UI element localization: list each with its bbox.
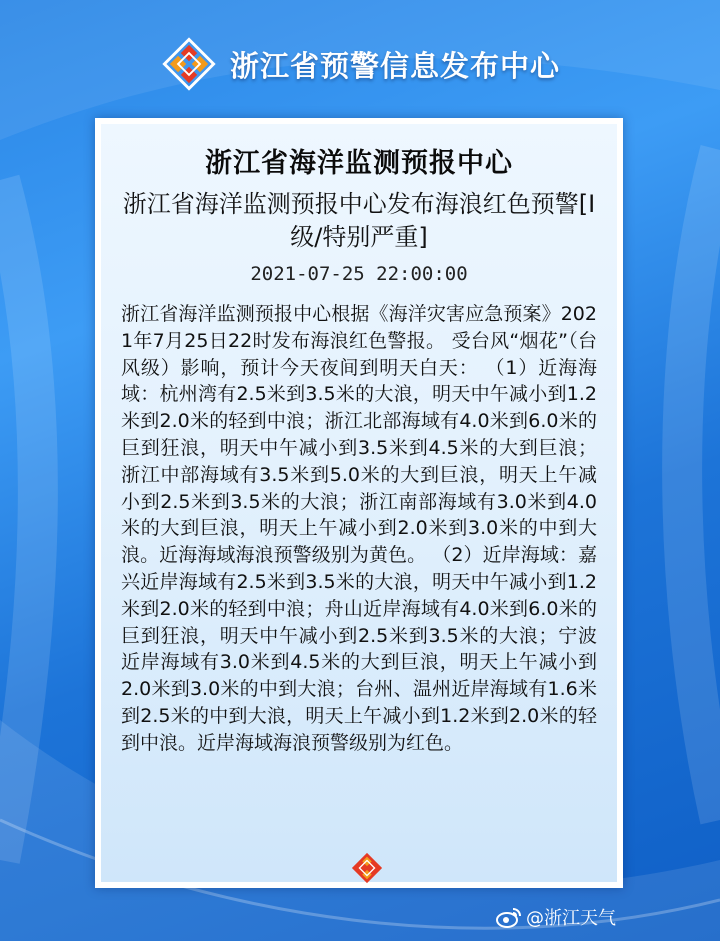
weibo-watermark — [496, 903, 616, 931]
warning-title: 浙江省海洋监测预报中心发布海浪红色预警[Ⅰ级/特别严重] — [122, 190, 596, 251]
warning-body: 浙江省海洋监测预报中心根据《海洋灾害应急预案》2021年7月25日22时发布海浪红色警报。 受台风“烟花”（台风级）影响，预计今天夜间到明天白天： （1）近海海域：杭州湾有2.5米到3.5米的大浪，明天中午减小到1.2米到2.0米的轻到中浪；浙江北部海域有4.0米到6.0米的巨到狂浪，明天中午减小到3.5米到4.5米的大到巨浪；浙江中部海域有3.5米到5.0米的大到巨浪，明天上午减小到2.5米到3.5米的大浪；浙江南部海域有3.0米到4.0米的大到巨浪，明天上午减小到2.0米到3.0米的中到大浪。近海海域海浪预警级别为黄色。 （2）近岸海域：嘉兴近岸海域有2.5米到3.5米的大浪，明天中午减小到1.2米到2.0米的轻到中浪；舟山近岸海域有4.0米到6.0米的巨到狂浪，明天中午减小到2.5米到3.5米的大浪；宁波近岸海域有3.0米到4.5米的大到巨浪，明天上午减小到2.0米到3.0米的中到大浪；台州、温州近岸海域有1.6米到2.5米的中到大浪，明天上午减小到1.2米到2.0米的轻到中浪。近岸海域海浪预警级别为红色。 — [121, 303, 597, 754]
issue-datetime: 2021-07-25 22:00:00 — [250, 263, 468, 285]
org-name: 浙江省预警信息发布中心 — [229, 48, 560, 83]
zhejiang-warning-center-logo-icon — [160, 35, 218, 93]
weibo-icon — [496, 906, 522, 928]
warning-card — [95, 118, 623, 888]
agency-name: 浙江省海洋监测预报中心 — [205, 148, 513, 179]
footer-logo-icon — [347, 848, 387, 888]
weibo-handle: @浙江天气 — [526, 908, 616, 929]
header — [0, 30, 720, 98]
